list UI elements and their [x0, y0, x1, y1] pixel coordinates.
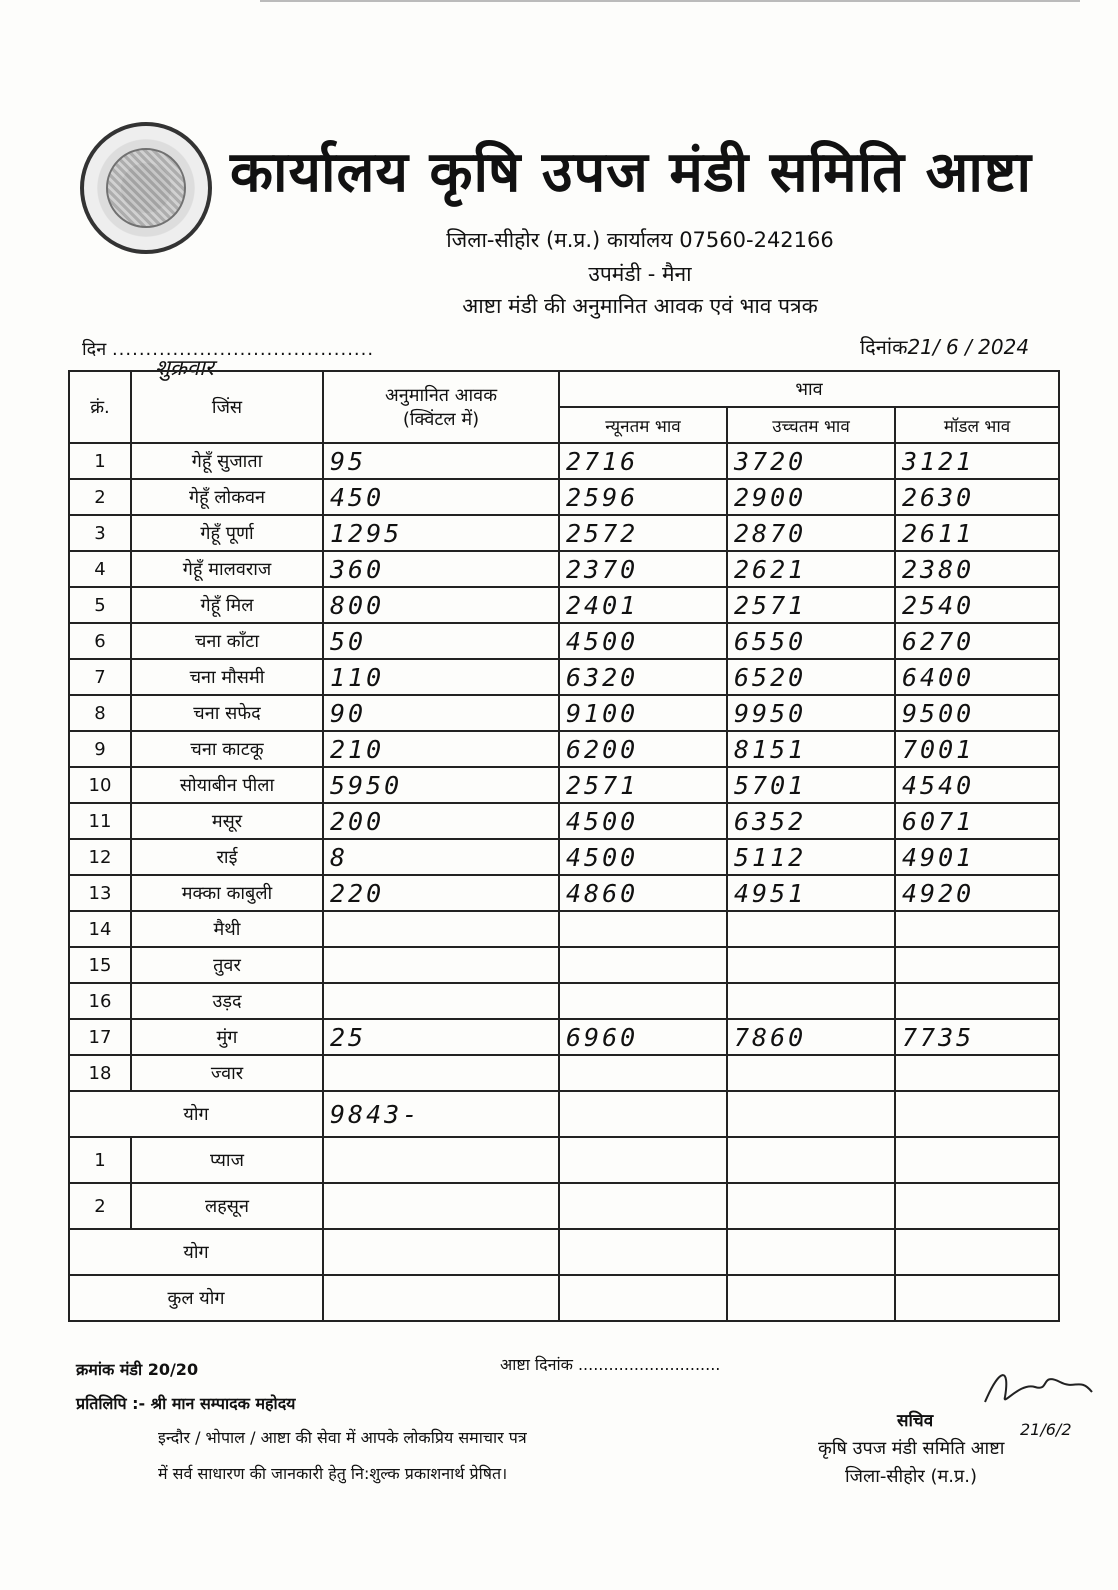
empty-cell: [323, 1183, 559, 1229]
row-sn: 11: [69, 803, 131, 839]
row-max: [727, 947, 895, 983]
empty-cell: [559, 1229, 727, 1275]
row-min: 6200: [559, 731, 727, 767]
signature-icon: [980, 1362, 1095, 1412]
secretary-label: सचिव: [897, 1411, 934, 1431]
sub-mandi: उपमंडी - मैना: [588, 262, 692, 286]
table-row: [69, 1019, 1059, 1055]
row-arrival: 450: [323, 479, 559, 515]
row-min: [559, 983, 727, 1019]
row-model: [895, 1055, 1059, 1091]
empty-cell: [727, 1229, 895, 1275]
total-label: योग: [69, 1091, 323, 1137]
row-min: 9100: [559, 695, 727, 731]
empty-cell: [895, 1091, 1059, 1137]
committee-name: कृषि उपज मंडी समिति आष्टा: [818, 1438, 1005, 1459]
row-model: 3121: [895, 443, 1059, 479]
row-min: 4500: [559, 839, 727, 875]
table-row: [69, 551, 1059, 587]
table-row: [69, 983, 1059, 1019]
row-sn: 3: [69, 515, 131, 551]
row-model: 2630: [895, 479, 1059, 515]
day-label: दिन: [82, 339, 107, 360]
row-max: [727, 983, 895, 1019]
row-arrival: 50: [323, 623, 559, 659]
header-model-price: मॉडल भाव: [895, 407, 1059, 443]
mandi-seal-logo: [80, 122, 212, 254]
row-max: 2870: [727, 515, 895, 551]
row-max: 2621: [727, 551, 895, 587]
district-contact: जिला-सीहोर (म.प्र.) कार्यालय 07560-242166: [446, 228, 834, 252]
empty-cell: [727, 1183, 895, 1229]
row-crop: गेहूँ सुजाता: [131, 443, 323, 479]
row-sn: 10: [69, 767, 131, 803]
row-max: 8151: [727, 731, 895, 767]
row-min: 2596: [559, 479, 727, 515]
header-min-price: न्यूनतम भाव: [559, 407, 727, 443]
row-sn: 4: [69, 551, 131, 587]
row-model: 6270: [895, 623, 1059, 659]
row-max: [727, 1055, 895, 1091]
office-title: कार्यालय कृषि उपज मंडी समिति आष्टा: [230, 140, 1033, 205]
row-max: 6550: [727, 623, 895, 659]
total-row: [69, 1091, 1059, 1137]
day-dots: .......................................: [111, 339, 375, 360]
row-min: [559, 1055, 727, 1091]
price-table: [68, 370, 1060, 1322]
table-row: [69, 767, 1059, 803]
row-model: [895, 911, 1059, 947]
row-crop: गेहूँ मालवराज: [131, 551, 323, 587]
row-crop: उड़द: [131, 983, 323, 1019]
row-model: [895, 947, 1059, 983]
row-sn: 12: [69, 839, 131, 875]
empty-cell: [895, 1275, 1059, 1321]
row-model: 4920: [895, 875, 1059, 911]
row-crop: ज्वार: [131, 1055, 323, 1091]
row-min: 2572: [559, 515, 727, 551]
empty-cell: [559, 1183, 727, 1229]
copy-to-line3: में सर्व साधारण की जानकारी हेतु नि:शुल्क प्रकाशनार्थ प्रेषित।: [158, 1464, 508, 1483]
row-crop: गेहूँ मिल: [131, 587, 323, 623]
grand-total-row-label: कुल योग: [69, 1275, 323, 1321]
row-crop: गेहूँ लोकवन: [131, 479, 323, 515]
row-arrival: 200: [323, 803, 559, 839]
row-model: 6071: [895, 803, 1059, 839]
table-row: [69, 1137, 1059, 1183]
row-arrival: [323, 947, 559, 983]
row-arrival: 360: [323, 551, 559, 587]
header-sn: क्रं.: [69, 371, 131, 443]
table-row: [69, 803, 1059, 839]
subtotal-row: [69, 1229, 1059, 1275]
header-arrival-unit: (क्विंटल में): [402, 409, 480, 430]
row-crop: चना मौसमी: [131, 659, 323, 695]
header-max-price: उच्चतम भाव: [727, 407, 895, 443]
row-model: [895, 983, 1059, 1019]
row-crop: राई: [131, 839, 323, 875]
row-sn: 16: [69, 983, 131, 1019]
row-arrival: 800: [323, 587, 559, 623]
table-row: [69, 587, 1059, 623]
row-model: 7735: [895, 1019, 1059, 1055]
empty-cell: [727, 1275, 895, 1321]
row-max: 2900: [727, 479, 895, 515]
row-min: 6320: [559, 659, 727, 695]
row-arrival: 8: [323, 839, 559, 875]
table-row: [69, 839, 1059, 875]
row-max: 5112: [727, 839, 895, 875]
header-crop: जिंस: [131, 371, 323, 443]
row-max: [727, 911, 895, 947]
row-sn: 17: [69, 1019, 131, 1055]
table-row: [69, 515, 1059, 551]
date-line: [860, 333, 1029, 360]
row-crop: मुंग: [131, 1019, 323, 1055]
row-sn: 2: [69, 479, 131, 515]
copy-to-line2: इन्दौर / भोपाल / आष्टा की सेवा में आपके लोकप्रिय समाचार पत्र: [158, 1428, 527, 1447]
sheet-subtitle: आष्टा मंडी की अनुमानित आवक एवं भाव पत्रक: [462, 294, 818, 318]
row-sn: 1: [69, 1137, 131, 1183]
row-crop: गेहूँ पूर्णा: [131, 515, 323, 551]
row-crop: चना काँटा: [131, 623, 323, 659]
day-line: [82, 337, 374, 361]
row-model: 6400: [895, 659, 1059, 695]
table-row: [69, 1183, 1059, 1229]
table-row: [69, 695, 1059, 731]
row-crop: सोयाबीन पीला: [131, 767, 323, 803]
row-sn: 15: [69, 947, 131, 983]
astha-date: आष्टा दिनांक ............................: [500, 1355, 721, 1374]
row-model: 4901: [895, 839, 1059, 875]
row-crop: चना काटकू: [131, 731, 323, 767]
row-arrival: [323, 911, 559, 947]
row-model: 9500: [895, 695, 1059, 731]
signature-date: 21/6/2: [1020, 1420, 1072, 1439]
row-arrival: [323, 983, 559, 1019]
row-max: 6352: [727, 803, 895, 839]
grand-total-row: [69, 1275, 1059, 1321]
date-label: दिनांक: [860, 335, 908, 359]
table-row: [69, 443, 1059, 479]
row-sn: 2: [69, 1183, 131, 1229]
table-row: [69, 623, 1059, 659]
row-min: 2716: [559, 443, 727, 479]
empty-cell: [559, 1091, 727, 1137]
row-min: 6960: [559, 1019, 727, 1055]
table-row: [69, 1055, 1059, 1091]
empty-cell: [727, 1091, 895, 1137]
empty-cell: [727, 1137, 895, 1183]
row-sn: 5: [69, 587, 131, 623]
empty-cell: [895, 1229, 1059, 1275]
row-min: 4500: [559, 803, 727, 839]
header-arrival-label: अनुमानित आवक: [384, 385, 498, 406]
table-row: [69, 731, 1059, 767]
row-max: 4951: [727, 875, 895, 911]
subtotal-row-label: योग: [69, 1229, 323, 1275]
row-min: 2571: [559, 767, 727, 803]
row-arrival: 220: [323, 875, 559, 911]
scan-top-edge: [260, 0, 1080, 8]
row-sn: 8: [69, 695, 131, 731]
row-max: 3720: [727, 443, 895, 479]
empty-cell: [323, 1229, 559, 1275]
table-row: [69, 659, 1059, 695]
row-arrival: [323, 1055, 559, 1091]
row-sn: 6: [69, 623, 131, 659]
row-arrival: 110: [323, 659, 559, 695]
row-crop: लहसून: [131, 1183, 323, 1229]
row-model: 7001: [895, 731, 1059, 767]
empty-cell: [559, 1275, 727, 1321]
row-crop: मसूर: [131, 803, 323, 839]
row-sn: 13: [69, 875, 131, 911]
row-arrival: 5950: [323, 767, 559, 803]
empty-cell: [895, 1183, 1059, 1229]
table-row: [69, 875, 1059, 911]
row-model: 4540: [895, 767, 1059, 803]
row-arrival: 1295: [323, 515, 559, 551]
row-arrival: 90: [323, 695, 559, 731]
row-crop: मैथी: [131, 911, 323, 947]
row-sn: 7: [69, 659, 131, 695]
row-min: [559, 911, 727, 947]
row-max: 6520: [727, 659, 895, 695]
copy-to: प्रतिलिपि :- श्री मान सम्पादक महोदय: [76, 1394, 296, 1413]
header-price: भाव: [559, 371, 1059, 407]
empty-cell: [323, 1275, 559, 1321]
row-arrival: 210: [323, 731, 559, 767]
row-crop: मक्का काबुली: [131, 875, 323, 911]
row-min: [559, 947, 727, 983]
row-sn: 14: [69, 911, 131, 947]
reference-number: क्रमांक मंडी 20/20: [76, 1360, 199, 1379]
row-crop: तुवर: [131, 947, 323, 983]
row-crop: प्याज: [131, 1137, 323, 1183]
row-model: 2611: [895, 515, 1059, 551]
row-min: 2370: [559, 551, 727, 587]
total-value: 9843-: [323, 1091, 559, 1137]
row-sn: 1: [69, 443, 131, 479]
row-max: 2571: [727, 587, 895, 623]
row-arrival: 25: [323, 1019, 559, 1055]
row-min: 4500: [559, 623, 727, 659]
row-max: 5701: [727, 767, 895, 803]
header-arrival: [323, 371, 559, 443]
row-model: 2380: [895, 551, 1059, 587]
empty-cell: [895, 1137, 1059, 1183]
date-value: 21/ 6 / 2024: [907, 335, 1030, 359]
day-value: शुक्रवार: [155, 356, 214, 381]
table-row: [69, 947, 1059, 983]
row-crop: चना सफेद: [131, 695, 323, 731]
committee-district: जिला-सीहोर (म.प्र.): [845, 1466, 978, 1487]
row-min: 4860: [559, 875, 727, 911]
row-min: 2401: [559, 587, 727, 623]
row-sn: 18: [69, 1055, 131, 1091]
empty-cell: [559, 1137, 727, 1183]
row-max: 7860: [727, 1019, 895, 1055]
table-row: [69, 479, 1059, 515]
row-max: 9950: [727, 695, 895, 731]
row-model: 2540: [895, 587, 1059, 623]
table-row: [69, 911, 1059, 947]
row-sn: 9: [69, 731, 131, 767]
empty-cell: [323, 1137, 559, 1183]
row-arrival: 95: [323, 443, 559, 479]
